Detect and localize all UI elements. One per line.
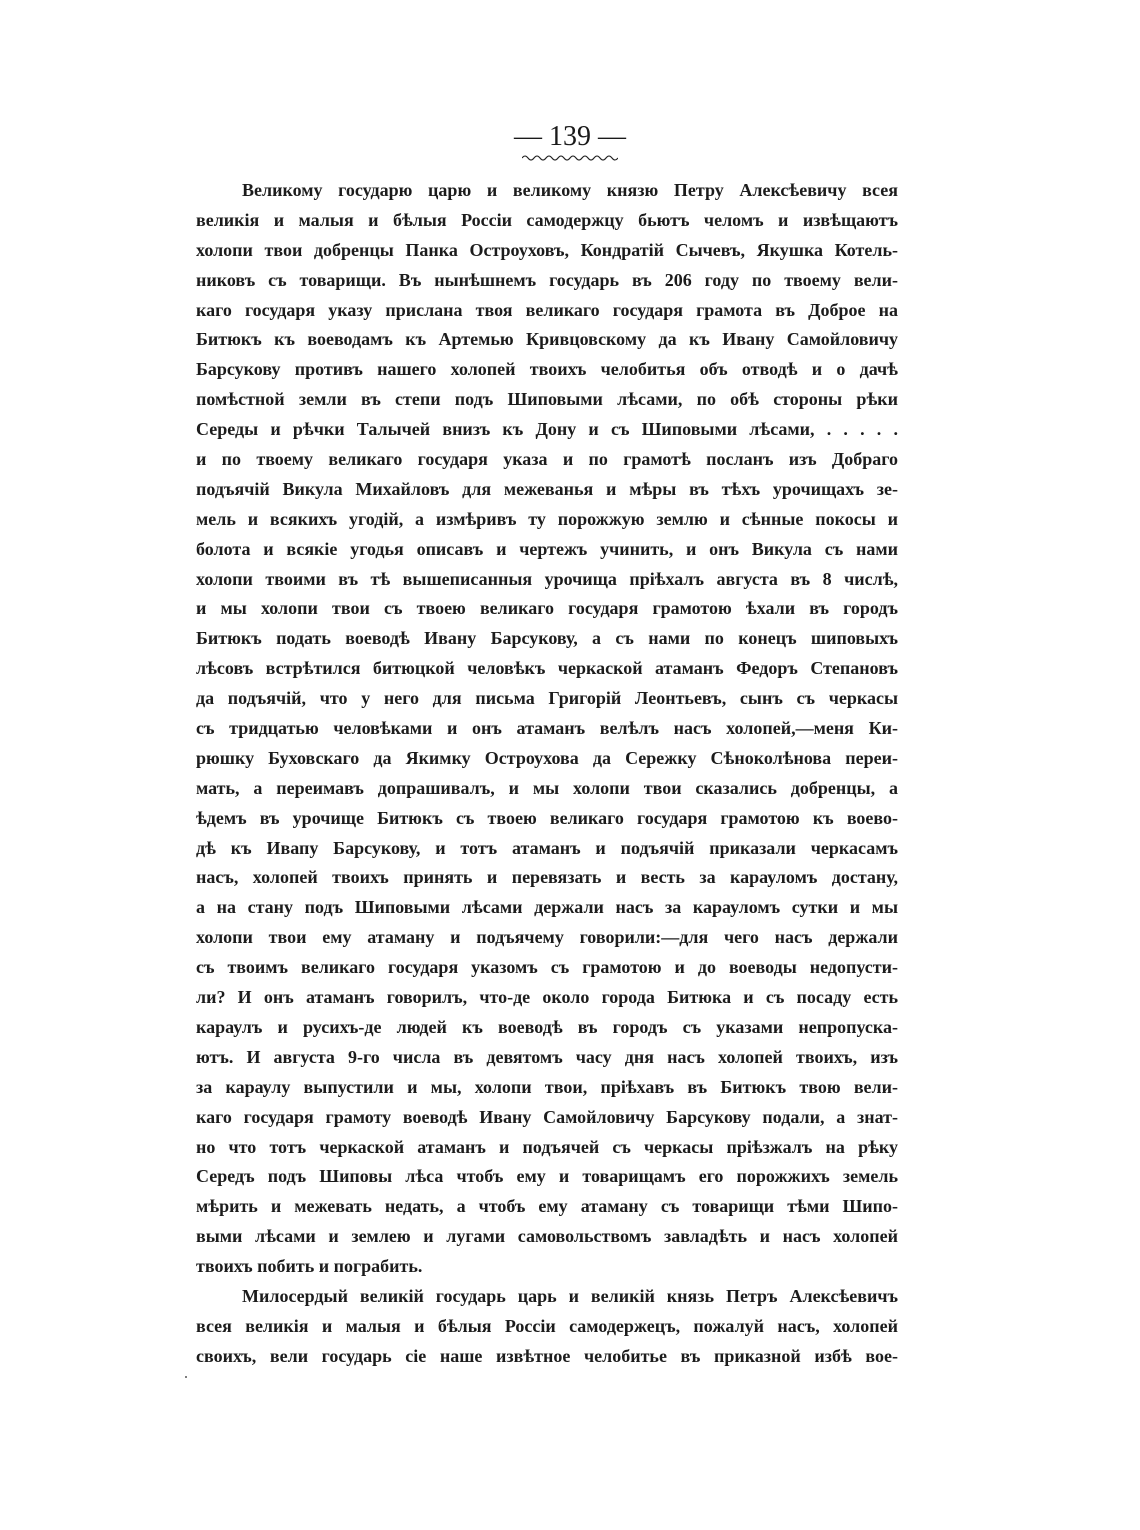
- text-line: болота и всякіе угодья описавъ и чертежъ учинить, и онъ Викула съ нами: [196, 538, 898, 559]
- text-line: Барсукову противъ нашего холопей твоихъ челобитья объ отводѣ и о дачѣ: [196, 359, 898, 380]
- text-line: Середы и рѣчки Талычей внизъ къ Дону и съ Шиповыми лѣсами, . . . . .: [196, 419, 898, 440]
- paragraph: [196, 176, 898, 1282]
- page-header: [0, 120, 1140, 162]
- text-line: рюшку Буховскаго да Якимку Остроухова да Сережку Сѣноколѣнова переи-: [196, 747, 898, 768]
- text-line: и по твоему великаго государя указа и по грамотѣ посланъ изъ Добраго: [196, 449, 898, 470]
- text-body: [196, 176, 898, 1372]
- text-line: съ твоимъ великаго государя указомъ съ грамотою и до воеводы недопусти-: [196, 957, 898, 978]
- page-number: — 139 —: [514, 121, 626, 152]
- text-line: Битюкъ къ воеводамъ къ Артемью Кривцовскому да къ Ивану Самойловичу: [196, 329, 898, 350]
- text-line: и мы холопи твои съ твоею великаго государя грамотою ѣхали въ городъ: [196, 598, 898, 619]
- text-line: Великому государю царю и великому князю Петру Алексѣевичу всея: [242, 180, 898, 200]
- text-line: великія и малыя и бѣлыя Россіи самодержцу бьютъ челомъ и извѣщаютъ: [196, 209, 898, 230]
- text-line: да подъячій, что у него для письма Григорій Леонтьевъ, сынъ съ черкасы: [196, 688, 898, 709]
- text-line: дѣ къ Ивапу Барсукову, и тотъ атаманъ и подъячій приказали черкасамъ: [196, 837, 898, 858]
- text-line: съ тридцатью человѣками и онъ атаманъ велѣлъ насъ холопей,—меня Ки-: [196, 718, 898, 739]
- text-line: холопи твоими въ тѣ вышеписанныя урочища пріѣхалъ августа въ 8 числѣ,: [196, 568, 898, 589]
- print-speck: [185, 1376, 187, 1378]
- text-line: Милосердый великій государь царь и великій князь Петръ Алексѣевичъ: [242, 1285, 898, 1306]
- text-line: помѣстной земли въ степи подъ Шиповыми лѣсами, по обѣ стороны рѣки: [196, 389, 898, 410]
- text-line: но что тотъ черкаской атаманъ и подъячей съ черкасы пріѣзжалъ на рѣку: [196, 1136, 898, 1157]
- text-line: холопи твои ему атаману и подъячему говорили:—для чего насъ держали: [196, 927, 898, 948]
- text-line: лѣсовъ встрѣтился битюцкой человѣкъ черкаской атаманъ Федоръ Степановъ: [196, 658, 898, 679]
- text-line: насъ, холопей твоихъ принять и перевязать и весть за карауломъ достану,: [196, 867, 898, 888]
- text-line: за караулу выпустили и мы, холопи твои, пріѣхавъ въ Битюкъ твою вели-: [196, 1076, 898, 1097]
- wavy-underline-ornament: [522, 154, 618, 162]
- text-line: выми лѣсами и землею и лугами самовольствомъ завладѣть и насъ холопей: [196, 1226, 898, 1247]
- text-line: мать, а переимавъ допрашивалъ, и мы холопи твои сказались добренцы, а: [196, 777, 898, 798]
- text-line: подъячій Викула Михайловъ для межеванья и мѣры въ тѣхъ урочищахъ зе-: [196, 478, 898, 499]
- text-line: всея великія и малыя и бѣлыя Россіи самодержецъ, пожалуй насъ, холопей: [196, 1315, 898, 1336]
- text-line: своихъ, вели государь сіе наше извѣтное челобитье въ приказной избѣ вое-: [196, 1345, 898, 1366]
- text-line: твоихъ побить и пограбить.: [196, 1256, 423, 1277]
- text-line: караулъ и русихъ-де людей къ воеводѣ въ городъ съ указами непропуска-: [196, 1016, 898, 1037]
- text-line: каго государя грамоту воеводѣ Ивану Самойловичу Барсукову подали, а знат-: [196, 1106, 898, 1127]
- text-line: а на стану подъ Шиповыми лѣсами держали насъ за карауломъ сутки и мы: [196, 897, 898, 918]
- text-line: ли? И онъ атаманъ говорилъ, что-де около города Битюка и съ посаду есть: [196, 987, 898, 1008]
- text-line: ютъ. И августа 9-го числа въ девятомъ часу дня насъ холопей твоихъ, изъ: [196, 1046, 898, 1067]
- text-line: мѣрить и межевать недать, а чтобъ ему атаману съ товарищи тѣми Шипо-: [196, 1196, 898, 1217]
- text-line: ѣдемъ въ урочище Битюкъ съ твоею великаго государя грамотою къ воево-: [196, 807, 898, 828]
- text-line: мель и всякихъ угодій, а измѣривъ ту порожжую землю и сѣнные покосы и: [196, 508, 898, 529]
- text-line: никовъ съ товарищи. Въ нынѣшнемъ государь въ 206 году по твоему вели-: [196, 269, 898, 290]
- text-line: Битюкъ подать воеводѣ Ивану Барсукову, а съ нами по конецъ шиповыхъ: [196, 628, 898, 649]
- text-line: каго государя указу прислана твоя великаго государя грамота въ Доброе на: [196, 299, 898, 320]
- text-line: холопи твои добренцы Панка Остроуховъ, Кондратій Сычевъ, Якушка Котель-: [196, 239, 898, 260]
- paragraph: [196, 1282, 898, 1372]
- text-line: Середъ подъ Шиповы лѣса чтобъ ему и товарищамъ его порожжихъ земель: [196, 1166, 898, 1187]
